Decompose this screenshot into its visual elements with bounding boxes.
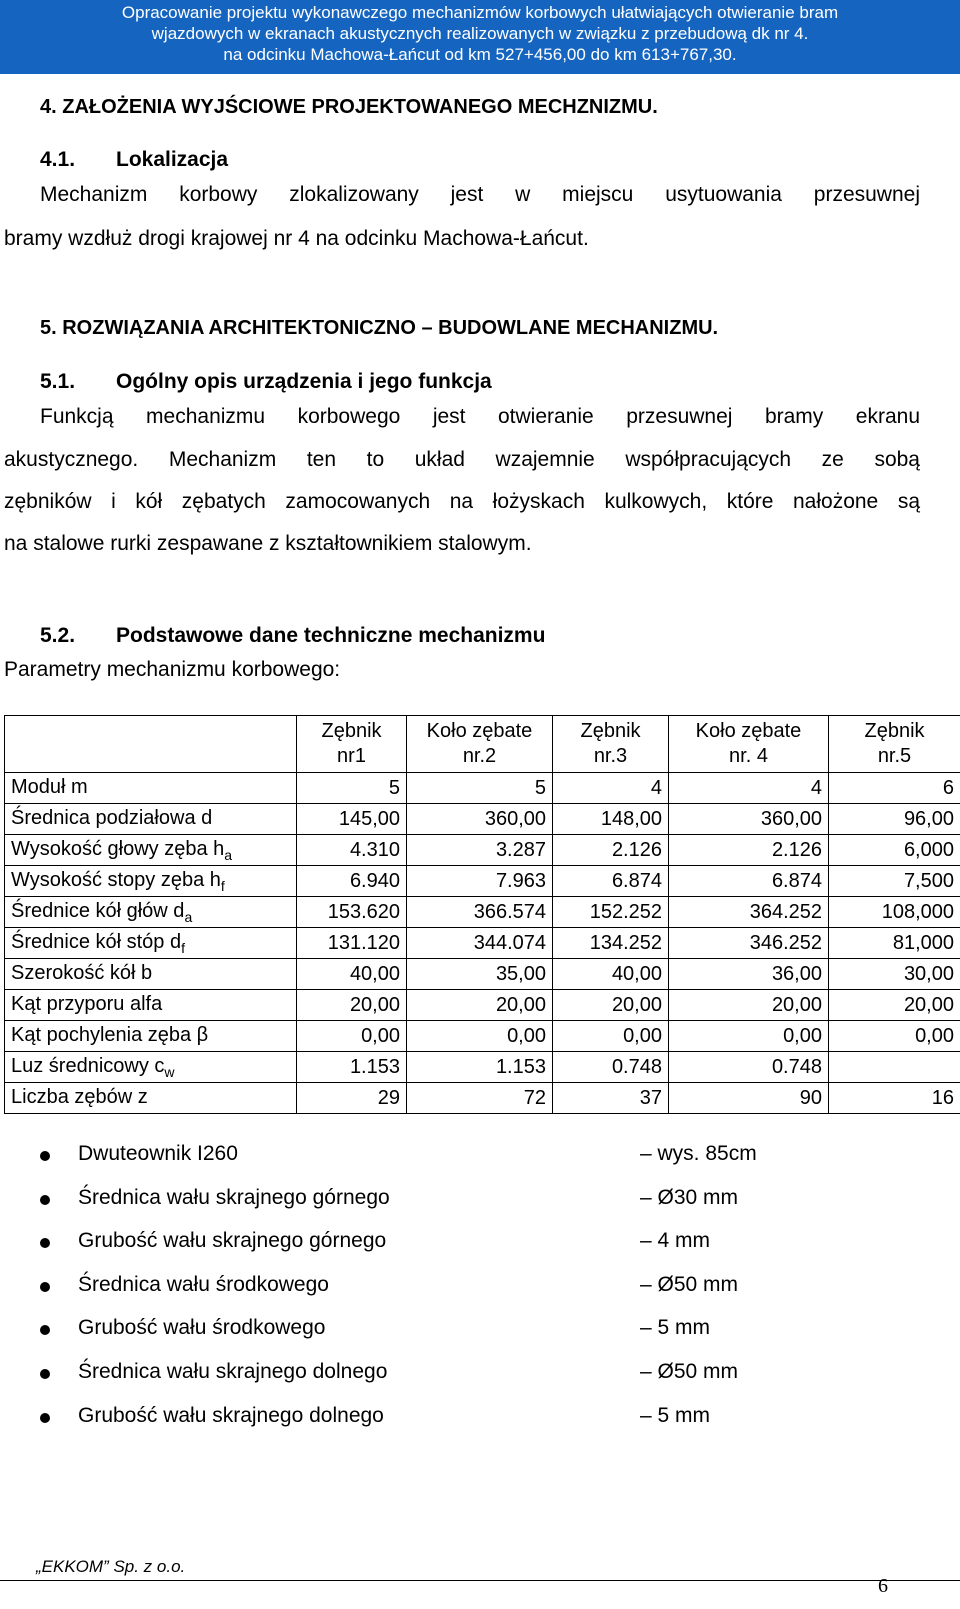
spec-name: Grubość wału środkowego	[78, 1316, 326, 1339]
spec-name: Średnica wału skrajnego górnego	[78, 1186, 390, 1209]
parameter-value: 4	[553, 773, 669, 804]
parameter-value: 90	[669, 1083, 829, 1114]
table-row	[5, 1052, 960, 1083]
parameter-value: 7.963	[407, 866, 553, 897]
spec-name: Grubość wału skrajnego górnego	[78, 1229, 387, 1252]
parameter-label: Kąt przyporu alfa	[5, 990, 297, 1021]
parameters-intro: Parametry mechanizmu korbowego:	[4, 658, 341, 681]
parameter-value: 20,00	[829, 990, 960, 1021]
section-4-1-heading	[40, 148, 228, 172]
parameter-label: Liczba zębów z	[5, 1083, 297, 1114]
section-5-2-heading	[40, 624, 545, 648]
bullet-icon	[40, 1369, 50, 1379]
parameter-value: 366.574	[407, 897, 553, 928]
section-5-1-title: Ogólny opis urządzenia i jego funkcja	[116, 370, 492, 393]
document-header	[0, 0, 960, 74]
parameter-label: Szerokość kół b	[5, 959, 297, 990]
footer-company: „EKKOM” Sp. z o.o.	[36, 1557, 186, 1576]
spec-name: Dwuteownik I260	[78, 1142, 238, 1165]
parameter-value: 4.310	[297, 835, 407, 866]
spec-name: Średnica wału środkowego	[78, 1273, 329, 1296]
spec-item	[40, 1360, 940, 1390]
section-5-1-line-3: zębników i kół zębatych zamocowanych na łożyskach kulkowych, które nałożone są	[4, 490, 920, 513]
spec-value: – Ø50 mm	[640, 1360, 739, 1383]
parameter-value: 2.126	[553, 835, 669, 866]
parameter-value: 148,00	[553, 804, 669, 835]
spec-value: – wys. 85cm	[640, 1142, 757, 1165]
parameter-value: 81,000	[829, 928, 960, 959]
footer-rule	[0, 1580, 960, 1581]
spec-value: – Ø30 mm	[640, 1186, 739, 1209]
table-header-empty	[5, 716, 297, 773]
section-4-heading: 4. ZAŁOŻENIA WYJŚCIOWE PROJEKTOWANEGO MECHZNIZMU.	[40, 96, 658, 118]
section-5-2-title: Podstawowe dane techniczne mechanizmu	[116, 624, 546, 647]
parameter-value: 1.153	[297, 1052, 407, 1083]
parameter-value: 0,00	[297, 1021, 407, 1052]
table-row	[5, 928, 960, 959]
table-row	[5, 804, 960, 835]
parameter-subscript: a	[224, 846, 233, 863]
parameter-subscript: f	[181, 939, 185, 956]
bullet-icon	[40, 1282, 50, 1292]
spec-name: Grubość wału skrajnego dolnego	[78, 1404, 384, 1427]
parameter-value: 35,00	[407, 959, 553, 990]
parameter-value: 360,00	[669, 804, 829, 835]
section-5-1-number: 5.1.	[40, 370, 76, 393]
table-header-row	[5, 716, 960, 773]
spec-item	[40, 1186, 940, 1216]
parameter-value: 364.252	[669, 897, 829, 928]
spec-item	[40, 1142, 940, 1172]
parameter-value: 0.748	[669, 1052, 829, 1083]
parameter-value: 153.620	[297, 897, 407, 928]
table-header-cell: Zębnik nr.3	[553, 716, 669, 773]
parameter-label: Luz średnicowy $c_w$	[5, 1052, 297, 1083]
section-5-1-line-1: Funkcją mechanizmu korbowego jest otwieranie przesuwnej bramy ekranu	[40, 405, 920, 428]
parameter-value: 20,00	[669, 990, 829, 1021]
spec-value: – 5 mm	[640, 1404, 711, 1427]
parameter-value: 3.287	[407, 835, 553, 866]
table-row	[5, 1021, 960, 1052]
parameter-value: 30,00	[829, 959, 960, 990]
parameter-subscript: a	[184, 908, 193, 925]
spec-item	[40, 1229, 940, 1259]
parameter-label: Średnica podziałowa d	[5, 804, 297, 835]
parameter-value: 5	[297, 773, 407, 804]
parameter-value: 20,00	[297, 990, 407, 1021]
table-row	[5, 1083, 960, 1114]
table-body	[5, 773, 960, 1114]
parameter-value: 16	[829, 1083, 960, 1114]
header-line-3: na odcinku Machowa-Łańcut od km 527+456,00 do km 613+767,30.	[223, 45, 737, 64]
parameter-value: 145,00	[297, 804, 407, 835]
parameter-value: 40,00	[553, 959, 669, 990]
parameter-value: 29	[297, 1083, 407, 1114]
parameters-table	[4, 715, 960, 1114]
parameter-value: 360,00	[407, 804, 553, 835]
parameter-value: 0,00	[553, 1021, 669, 1052]
parameter-value: 344.074	[407, 928, 553, 959]
page-number: 6	[878, 1575, 888, 1597]
section-5-1-line-4: na stalowe rurki zespawane z kształtownikiem stalowym.	[4, 532, 532, 555]
table-row	[5, 835, 960, 866]
parameter-label: Moduł m	[5, 773, 297, 804]
section-5-1-heading	[40, 370, 492, 394]
parameter-value: 20,00	[553, 990, 669, 1021]
table-header-cell: Zębnik nr.5	[829, 716, 960, 773]
spec-item	[40, 1404, 940, 1434]
section-4-1-title: Lokalizacja	[116, 148, 229, 171]
parameter-value: 0,00	[407, 1021, 553, 1052]
bullet-icon	[40, 1151, 50, 1161]
parameter-label: Wysokość stopy zęba $h_f$	[5, 866, 297, 897]
parameter-label: Kąt pochylenia zęba β	[5, 1021, 297, 1052]
section-4-1-number: 4.1.	[40, 148, 76, 171]
spec-value: – Ø50 mm	[640, 1273, 739, 1296]
parameter-value: 36,00	[669, 959, 829, 990]
table-header-cell: Koło zębate nr. 4	[669, 716, 829, 773]
spec-item	[40, 1316, 940, 1346]
bullet-icon	[40, 1238, 50, 1248]
parameter-value: 6.940	[297, 866, 407, 897]
parameter-value: 20,00	[407, 990, 553, 1021]
spec-value: – 5 mm	[640, 1316, 711, 1339]
parameter-subscript: f	[220, 877, 225, 894]
parameter-label: Średnice kół głów $d_a$	[5, 897, 297, 928]
spec-value: – 4 mm	[640, 1229, 711, 1252]
parameter-value: 6	[829, 773, 960, 804]
section-5-1-line-2: akustycznego. Mechanizm ten to układ wzajemnie współpracujących ze sobą	[4, 448, 920, 471]
parameter-value: 6.874	[669, 866, 829, 897]
section-4-1-line-2: bramy wzdłuż drogi krajowej nr 4 na odcinku Machowa-Łańcut.	[4, 227, 589, 250]
parameter-value: 152.252	[553, 897, 669, 928]
parameter-value: 1.153	[407, 1052, 553, 1083]
spec-name: Średnica wału skrajnego dolnego	[78, 1360, 388, 1383]
parameter-value: 7,500	[829, 866, 960, 897]
table-row	[5, 959, 960, 990]
table-row	[5, 866, 960, 897]
parameter-label: Średnice kół stóp $d_f$	[5, 928, 297, 959]
parameter-value: 131.120	[297, 928, 407, 959]
bullet-icon	[40, 1413, 50, 1423]
parameter-value: 0.748	[553, 1052, 669, 1083]
parameter-value: 346.252	[669, 928, 829, 959]
parameter-value	[829, 1052, 960, 1083]
parameter-value: 0,00	[669, 1021, 829, 1052]
bullet-icon	[40, 1325, 50, 1335]
bullet-icon	[40, 1195, 50, 1205]
parameter-value: 6,000	[829, 835, 960, 866]
table-header-cell: Zębnik nr1	[297, 716, 407, 773]
table-header-cell: Koło zębate nr.2	[407, 716, 553, 773]
parameter-value: 4	[669, 773, 829, 804]
section-5-2-number: 5.2.	[40, 624, 76, 647]
table-row	[5, 897, 960, 928]
table-row	[5, 990, 960, 1021]
header-line-1: Opracowanie projektu wykonawczego mechanizmów korbowych ułatwiających otwieranie bram	[121, 3, 839, 22]
parameter-value: 0,00	[829, 1021, 960, 1052]
parameter-value: 108,000	[829, 897, 960, 928]
parameter-value: 5	[407, 773, 553, 804]
parameter-value: 134.252	[553, 928, 669, 959]
parameter-value: 2.126	[669, 835, 829, 866]
parameter-value: 37	[553, 1083, 669, 1114]
parameter-label: Wysokość głowy zęba $h_a$	[5, 835, 297, 866]
table-row	[5, 773, 960, 804]
spec-item	[40, 1273, 940, 1303]
section-4-1-line-1: Mechanizm korbowy zlokalizowany jest w miejscu usytuowania przesuwnej	[40, 183, 920, 206]
parameter-value: 6.874	[553, 866, 669, 897]
parameter-value: 72	[407, 1083, 553, 1114]
parameter-value: 96,00	[829, 804, 960, 835]
parameter-value: 40,00	[297, 959, 407, 990]
header-line-2: wjazdowych w ekranach akustycznych realizowanych w związku z przebudową dk nr 4.	[151, 24, 809, 43]
section-5-heading: 5. ROZWIĄZANIA ARCHITEKTONICZNO – BUDOWLANE MECHANIZMU.	[40, 317, 719, 339]
parameter-subscript: w	[164, 1063, 175, 1080]
